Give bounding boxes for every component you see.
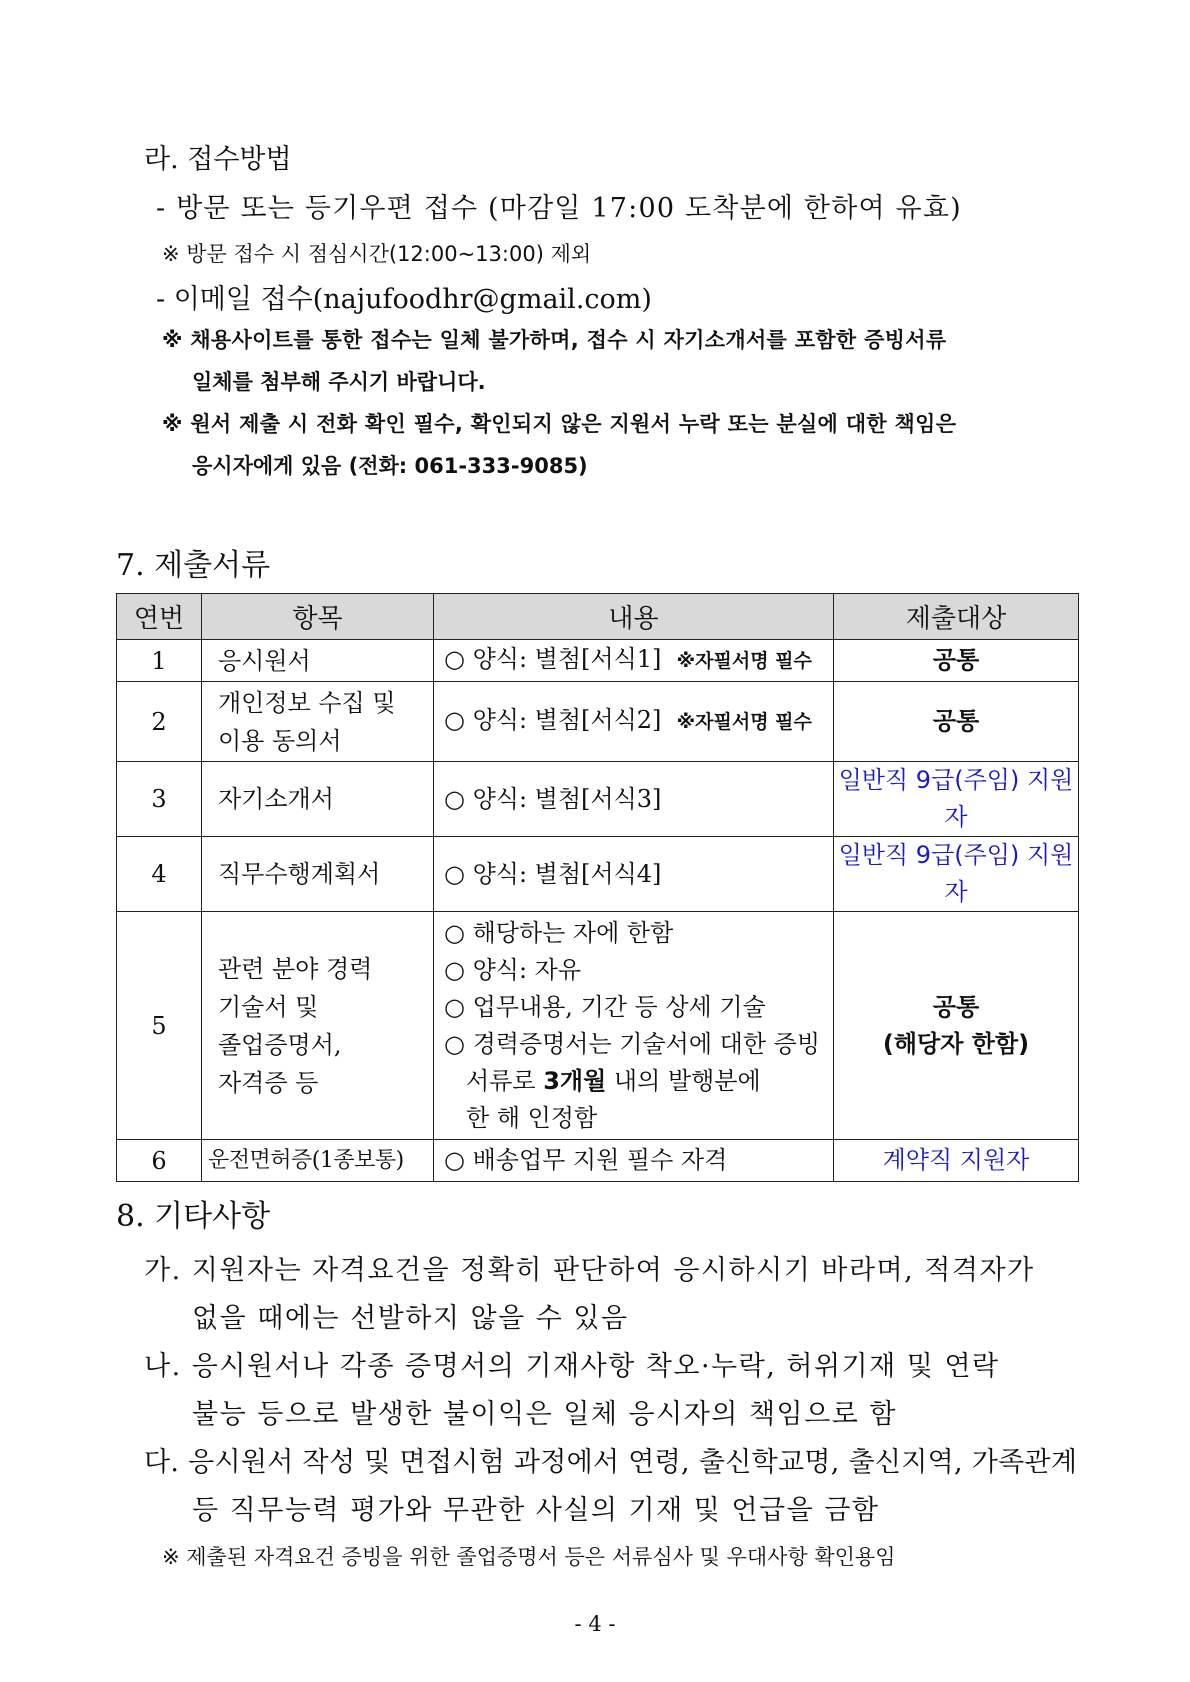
item-line: 자격증 등 xyxy=(218,1068,319,1097)
row-content: ○ 양식: 별첨[서식4] xyxy=(434,837,834,912)
period-highlight: 3개월 xyxy=(543,1066,607,1095)
table-row xyxy=(117,837,1079,912)
reception-visit-note: ※ 방문 접수 시 점심시간(12:00~13:00) 제외 xyxy=(162,242,592,266)
section7-title: 7. 제출서류 xyxy=(116,548,271,583)
table-row xyxy=(117,1140,1079,1182)
reception-heading: 라. 접수방법 xyxy=(144,144,292,175)
content-text: 내의 발행분에 xyxy=(606,1066,761,1095)
row-item: 운전면허증(1종보통) xyxy=(202,1140,434,1182)
reception-bold-note2-line1: ※ 원서 제출 시 전화 확인 필수, 확인되지 않은 지원서 누락 또는 분실에 대한 책임은 xyxy=(162,412,957,436)
content-text: ○ 양식: 별첨[서식2] xyxy=(444,706,662,734)
item-line: 기술서 및 xyxy=(218,992,319,1021)
row-item xyxy=(202,682,434,762)
row-no: 2 xyxy=(117,682,202,762)
table-row xyxy=(117,640,1079,682)
row-content xyxy=(434,912,834,1140)
section8-note: ※ 제출된 자격요건 증빙을 위한 졸업증명서 등은 서류심사 및 우대사항 확인용임 xyxy=(162,1545,896,1569)
row-content xyxy=(434,640,834,682)
header-target: 제출대상 xyxy=(834,594,1079,640)
reception-bold-note1-line2: 일체를 첨부해 주시기 바랍니다. xyxy=(192,370,486,394)
table-row xyxy=(117,682,1079,762)
content-line: ○ 경력증명서는 기술서에 대한 증빙 xyxy=(444,1029,821,1058)
header-content: 내용 xyxy=(434,594,834,640)
row-content: ○ 양식: 별첨[서식3] xyxy=(434,762,834,837)
signature-required-note: ※자필서명 필수 xyxy=(676,650,812,672)
item-line: 관련 분야 경력 xyxy=(218,954,373,983)
header-no: 연번 xyxy=(117,594,202,640)
content-text: 서류로 xyxy=(466,1066,544,1095)
content-line xyxy=(444,1063,833,1100)
content-text: ○ 양식: 별첨[서식1] xyxy=(444,645,662,673)
signature-required-note: ※자필서명 필수 xyxy=(676,711,812,733)
content-line: 한 해 인정함 xyxy=(466,1103,598,1132)
row-no: 6 xyxy=(117,1140,202,1182)
section8-title: 8. 기타사항 xyxy=(116,1199,271,1234)
content-line: ○ 해당하는 자에 한함 xyxy=(444,918,674,947)
row-content xyxy=(434,682,834,762)
row-target: 일반직 9급(주임) 지원자 xyxy=(834,762,1079,837)
row-target: 일반직 9급(주임) 지원자 xyxy=(834,837,1079,912)
row-target: 계약직 지원자 xyxy=(834,1140,1079,1182)
page-number: - 4 - xyxy=(574,1612,616,1636)
row-target: 공통 xyxy=(834,640,1079,682)
row-item xyxy=(202,912,434,1140)
item-line: 졸업증명서, xyxy=(218,1030,342,1059)
section8-item-ga-line1: 가. 지원자는 자격요건을 정확히 판단하여 응시하시기 바라며, 적격자가 xyxy=(144,1255,1035,1286)
row-no: 3 xyxy=(117,762,202,837)
documents-table xyxy=(116,593,1079,1182)
item-line: 개인정보 수집 및 xyxy=(218,688,396,717)
row-item: 응시원서 xyxy=(202,640,434,682)
target-line: (해당자 한함) xyxy=(882,1029,1030,1058)
row-item: 직무수행계획서 xyxy=(202,837,434,912)
reception-bold-note2-line2: 응시자에게 있음 (전화: 061-333-9085) xyxy=(192,454,588,478)
table-row xyxy=(117,912,1079,1140)
header-item: 항목 xyxy=(202,594,434,640)
content-line: ○ 양식: 자유 xyxy=(444,955,582,984)
row-target xyxy=(834,912,1079,1140)
row-no: 5 xyxy=(117,912,202,1140)
content-line: ○ 업무내용, 기간 등 상세 기술 xyxy=(444,992,766,1021)
table-header-row xyxy=(117,594,1079,640)
row-target: 공통 xyxy=(834,682,1079,762)
section8-item-da-line1: 다. 응시원서 작성 및 면접시험 과정에서 연령, 출신학교명, 출신지역, 가족관계 xyxy=(144,1447,1078,1478)
section8-item-na-line1: 나. 응시원서나 각종 증명서의 기재사항 착오·누락, 허위기재 및 연락 xyxy=(144,1351,1000,1382)
section8-item-na-line2: 불능 등으로 발생한 불이익은 일체 응시자의 책임으로 함 xyxy=(192,1399,897,1430)
row-no: 1 xyxy=(117,640,202,682)
target-line: 공통 xyxy=(932,992,980,1021)
row-no: 4 xyxy=(117,837,202,912)
section8-item-da-line2: 등 직무능력 평가와 무관한 사실의 기재 및 언급을 금함 xyxy=(192,1495,880,1526)
reception-email: - 이메일 접수(najufoodhr@gmail.com) xyxy=(156,284,652,315)
item-line: 이용 동의서 xyxy=(218,726,342,755)
reception-visit-mail: - 방문 또는 등기우편 접수 (마감일 17:00 도착분에 한하여 유효) xyxy=(156,193,962,224)
section8-item-ga-line2: 없을 때에는 선발하지 않을 수 있음 xyxy=(192,1303,629,1334)
row-content: ○ 배송업무 지원 필수 자격 xyxy=(434,1140,834,1182)
reception-bold-note1-line1: ※ 채용사이트를 통한 접수는 일체 불가하며, 접수 시 자기소개서를 포함한 증빙서류 xyxy=(162,328,947,352)
table-row xyxy=(117,762,1079,837)
row-item: 자기소개서 xyxy=(202,762,434,837)
